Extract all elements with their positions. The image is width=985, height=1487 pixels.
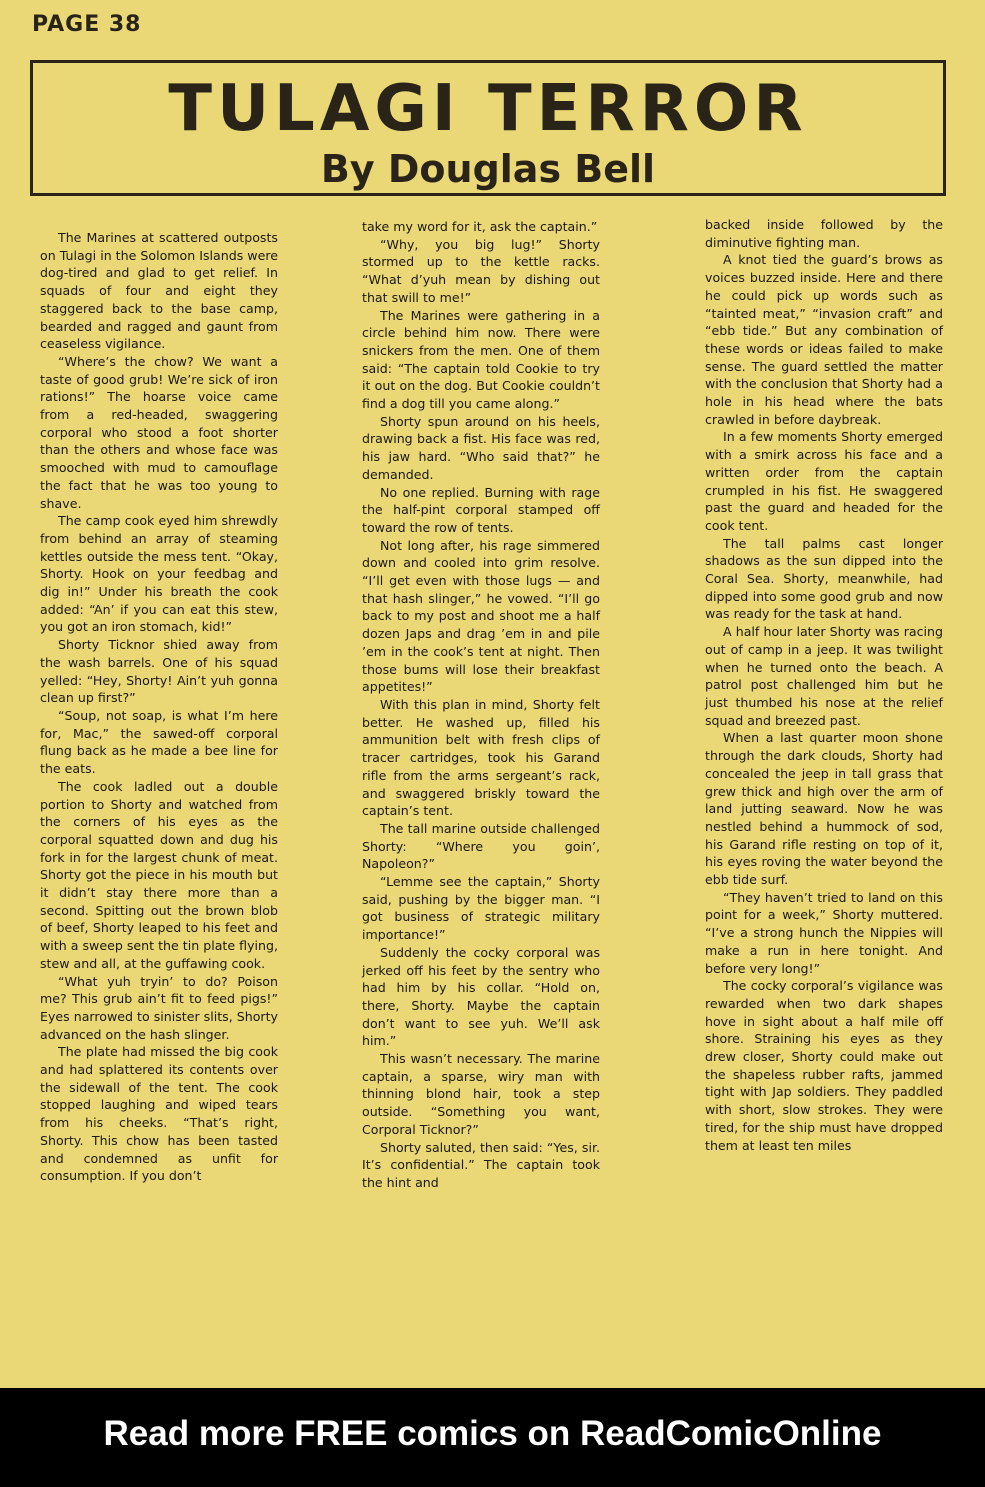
text-column-1 <box>40 229 278 1185</box>
story-paragraph: Shorty spun around on his heels, drawing back a fist. His face was red, his jaw hard. “Who said that?” he demanded. <box>362 413 600 482</box>
story-paragraph: “Where’s the chow? We want a taste of good grub! We’re sick of iron rations!” The hoarse voice came from a red-headed, swaggering corporal who stood a foot shorter than the others and whose face was smooched with mud to camouflage the fact that he was too young to shave. <box>40 353 278 511</box>
story-paragraph: The Marines at scattered outposts on Tulagi in the Solomon Islands were dog-tired and glad to get relief. In squads of four and eight they staggered back to the base camp, bearded and ragged and gaunt from ceaseless vigilance. <box>40 230 278 352</box>
story-paragraph: Suddenly the cocky corporal was jerked off his feet by the sentry who had him by his collar. “Hold on, there, Shorty. Maybe the captain don’t want to see yuh. We’ll ask him.” <box>362 944 600 1049</box>
story-paragraph: The tall palms cast longer shadows as the sun dipped into the Coral Sea. Shorty, meanwhile, had dipped into some good grub and now was ready for the task at hand. <box>705 535 943 622</box>
story-paragraph: “Lemme see the captain,” Shorty said, pushing by the bigger man. “I got business of strategic military importance!” <box>362 874 600 943</box>
story-paragraph: A half hour later Shorty was racing out of camp in a jeep. It was twilight when he turned onto the beach. A patrol post challenged him but he just thumbed his nose at the relief squad and breezed past. <box>705 624 943 728</box>
story-paragraph: “Soup, not soap, is what I’m here for, Mac,” the sawed-off corporal flung back as he made a bee line for the eats. <box>40 707 278 777</box>
story-paragraph: Shorty saluted, then said: “Yes, sir. It’s confidential.” The captain took the hint and <box>362 1139 600 1190</box>
story-paragraph: In a few moments Shorty emerged with a smirk across his face and a written order from the captain crumpled in his fist. He swaggered past the guard and headed for the cook tent. <box>705 429 943 533</box>
story-paragraph: No one replied. Burning with rage the half-pint corporal stamped off toward the row of tents. <box>362 484 600 535</box>
story-paragraph: take my word for it, ask the captain.” <box>362 219 598 234</box>
story-paragraph: The cook ladled out a double portion to Shorty and watched from the corners of his eyes as the corporal squatted down and dug his fork in for the largest chunk of meat. Shorty got the piece in his mouth but it didn’t stay there more than a second. Spitting out the brown blob of beef, Shorty leaped to his feet and with a sweep sent the tin plate flying, stew and all, at the guffawing cook. <box>40 778 278 971</box>
story-byline: By Douglas Bell <box>320 147 656 191</box>
story-paragraph: “They haven’t tried to land on this point for a week,” Shorty muttered. “I’ve a strong hunch the Nippies will make a run in here tonight. And before very long!” <box>705 889 943 976</box>
story-paragraph: The camp cook eyed him shrewdly from behind an array of steaming kettles outside the mess tent. “Okay, Shorty. Hook on your feedbag and dig in!” Under his breath the cook added: “An’ if you can eat this stew, you got an iron stomach, kid!” <box>40 513 278 635</box>
promo-banner[interactable] <box>0 1388 985 1487</box>
story-paragraph: Shorty Ticknor shied away from the wash barrels. One of his squad yelled: “Hey, Shorty! Ain’t yuh gonna clean up first?” <box>40 637 278 706</box>
story-paragraph: Not long after, his rage simmered down and cooled into grim resolve. “I’ll get even with those lugs — and that hash slinger,” he vowed. “I’ll go back to my post and shoot me a half dozen Japs and drag ’em in and pile ’em in the cook’s tent at night. Then those bums will lose their breakfast appetites!” <box>362 537 600 695</box>
title-box <box>30 60 946 196</box>
story-paragraph: The Marines were gathering in a circle behind him now. There were snickers from the men. One of them said: “The captain told Cookie to try it out on the dog. But Cookie couldn’t find a dog till you came along.” <box>362 307 600 412</box>
story-paragraph: “What yuh tryin’ to do? Poison me? This grub ain’t fit to feed pigs!” Eyes narrowed to sinister slits, Shorty advanced on the hash slinger. <box>40 973 278 1042</box>
story-paragraph: With this plan in mind, Shorty felt better. He washed up, filled his ammunition belt with fresh clips of tracer cartridges, took his Garand rifle from the arms sergeant’s rack, and swaggered briskly toward the captain’s tent. <box>362 696 600 819</box>
story-paragraph: When a last quarter moon shone through the dark clouds, Shorty had concealed the jeep in tall grass that grew thick and high over the arm of land jutting seaward. Now he was nestled behind a hummock of sod, his Garand rifle resting on top of it, his eyes roving the water beyond the ebb tide surf. <box>705 730 943 888</box>
text-column-3 <box>705 216 943 1154</box>
story-paragraph: This wasn’t necessary. The marine captain, a sparse, wiry man with thinning blond hair, took a step outside. “Something you want, Corporal Ticknor?” <box>362 1051 600 1137</box>
story-paragraph: The plate had missed the big cook and had splattered its contents over the sidewall of the tent. The cook stopped laughing and wiped tears from his cheeks. “That’s right, Shorty. This chow has been tasted and condemned as unfit for consumption. If you don’t <box>40 1044 278 1184</box>
story-paragraph: The tall marine outside challenged Shorty: “Where you goin’, Napoleon?” <box>362 820 600 872</box>
story-paragraph: backed inside followed by the diminutive fighting man. <box>705 217 943 250</box>
promo-banner-text[interactable]: Read more FREE comics on ReadComicOnline <box>103 1414 882 1453</box>
story-paragraph: “Why, you big lug!” Shorty stormed up to the kettle racks. “What d’yuh mean by dishing out that swill to me!” <box>362 236 600 305</box>
page-number: PAGE 38 <box>32 12 142 37</box>
story-paragraph: The cocky corporal’s vigilance was rewarded when two dark shapes hove in sight about a half mile off shore. Straining his eyes as they drew closer, Shorty could make out the shapeless rubber rafts, jammed tight with Jap soldiers. They paddled with short, slow strokes. They were tired, for the ship must have dropped them at least ten miles <box>705 978 943 1153</box>
story-paragraph: A knot tied the guard’s brows as voices buzzed inside. Here and there he could pick up words such as “tainted meat,” “invasion craft” and “ebb tide.” But any combination of these words or ideas failed to make sense. The guard settled the matter with the conclusion that Shorty had a hole in his head where the bats crawled in before daybreak. <box>705 252 943 427</box>
text-column-2 <box>362 218 600 1192</box>
story-title: TULAGI TERROR <box>168 72 808 146</box>
